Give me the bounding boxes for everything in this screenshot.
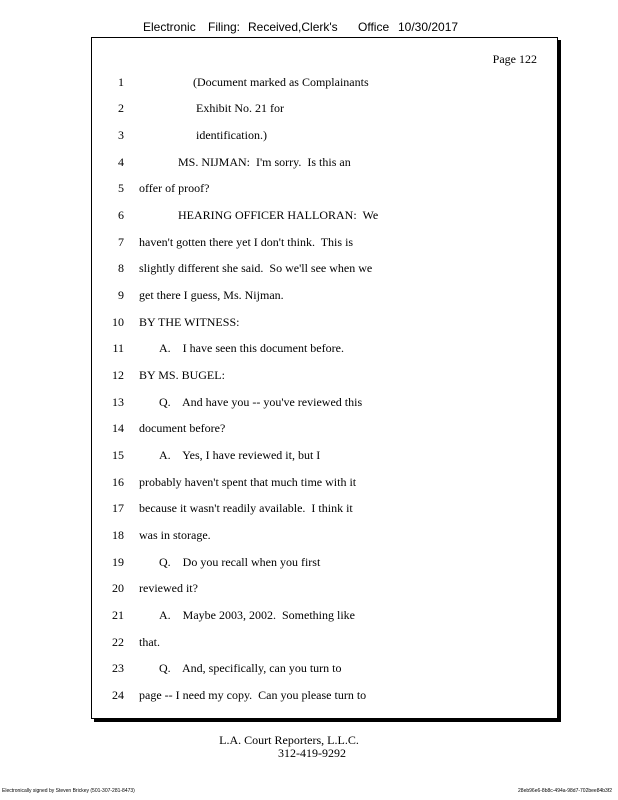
line-number: 17 [112,501,124,515]
transcript-line: identification.) [196,128,267,142]
line-number: 23 [112,661,124,675]
line-number: 15 [112,448,124,462]
line-number: 6 [118,208,124,222]
transcript-line: A. Maybe 2003, 2002. Something like [159,608,355,622]
line-number: 2 [118,101,124,115]
transcript-line: HEARING OFFICER HALLORAN: We [178,208,379,222]
line-number: 24 [112,688,124,702]
line-number: 10 [112,315,124,329]
filing-header-word: Received,Clerk's [248,20,338,34]
line-number: 20 [112,581,124,595]
filing-header [0,20,618,36]
filing-header-word: Electronic [143,20,196,34]
filing-header-word: Filing: [208,20,241,34]
transcript-line: Q. And, specifically, can you turn to [159,661,342,675]
transcript-line: probably haven't spent that much time with it [139,475,357,489]
transcript-line: Q. And have you -- you've reviewed this [159,395,363,409]
transcript-line: A. Yes, I have reviewed it, but I [159,448,321,462]
line-number: 21 [112,608,124,622]
filing-header-word: Office [358,20,390,34]
electronic-signature: Electronically signed by Steven Brickey (501-307-281-8473) [2,788,135,794]
transcript-page [91,37,558,719]
transcript-line: document before? [139,421,226,435]
line-number: 4 [118,155,124,169]
transcript-line: BY MS. BUGEL: [139,368,225,382]
transcript-line: page -- I need my copy. Can you please turn to [139,688,367,702]
transcript-line: (Document marked as Complainants [193,75,369,89]
line-number: 1 [118,75,124,89]
transcript-line: Q. Do you recall when you first [159,555,321,569]
line-number: 5 [118,181,124,195]
transcript-line: offer of proof? [139,181,210,195]
line-number: 14 [112,421,124,435]
line-number: 19 [112,555,124,569]
filing-header-date: 10/30/2017 [398,20,459,34]
line-number: 3 [118,128,124,142]
line-number: 8 [118,261,124,275]
transcript-line: haven't gotten there yet I don't think. This is [139,235,354,249]
document-hash: 28eb96e6-8b8c-494a-98d7-702bee84b3f2 [518,788,612,794]
transcript-line: get there I guess, Ms. Nijman. [139,288,284,302]
line-number: 7 [118,235,124,249]
transcript-line: that. [139,635,160,649]
line-number: 11 [112,341,124,355]
line-number: 22 [112,635,124,649]
line-number: 18 [112,528,124,542]
transcript-line: slightly different she said. So we'll see when we [139,261,373,275]
transcript-line: was in storage. [139,528,211,542]
line-number: 16 [112,475,124,489]
line-number: 13 [112,395,124,409]
line-number: 12 [112,368,124,382]
page-number: Page 122 [492,52,537,66]
transcript-line: BY THE WITNESS: [139,315,240,329]
transcript-line: because it wasn't readily available. I think it [139,501,353,515]
court-reporter-name: L.A. Court Reporters, L.L.C. [219,733,359,747]
court-reporter-phone: 312-419-9292 [278,746,346,760]
transcript-line: MS. NIJMAN: I'm sorry. Is this an [178,155,351,169]
transcript-line: reviewed it? [139,581,198,595]
line-number: 9 [118,288,124,302]
transcript-line: A. I have seen this document before. [159,341,344,355]
transcript-line: Exhibit No. 21 for [196,101,284,115]
